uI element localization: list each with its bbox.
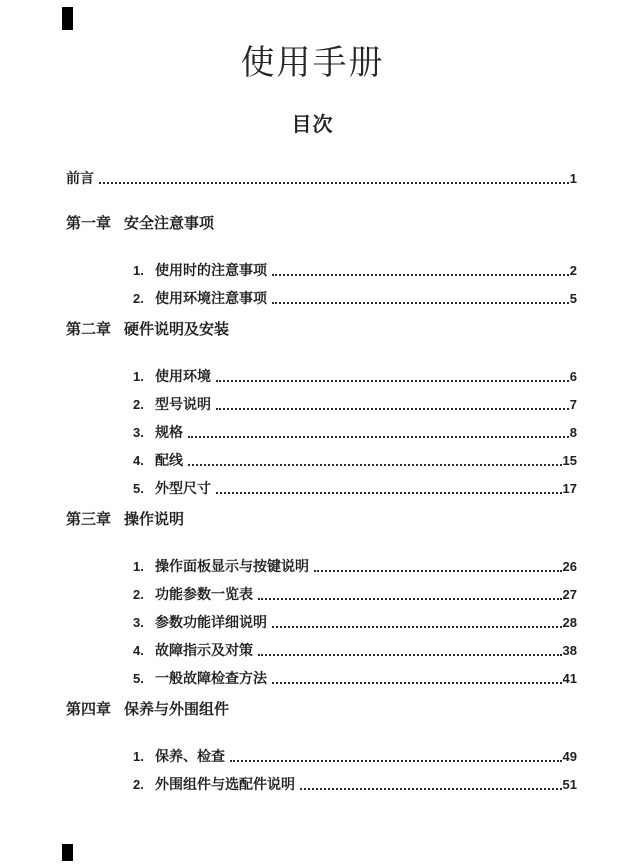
entry-label: 型号说明 — [155, 396, 211, 412]
entry-page-number: 41 — [562, 671, 577, 686]
leader-dots — [314, 570, 562, 572]
entry-number: 2. — [133, 397, 144, 412]
leader-dots — [216, 380, 569, 382]
chapter-label: 第二章 — [66, 321, 112, 338]
toc-entry — [133, 615, 577, 630]
entry-label: 配线 — [155, 452, 183, 468]
entry-number: 1. — [133, 749, 144, 764]
toc-entry — [133, 587, 577, 602]
leader-dots — [272, 274, 569, 276]
toc-entry — [133, 453, 577, 468]
chapter-title: 操作说明 — [124, 511, 185, 528]
chapter-items — [66, 263, 577, 306]
entry-number: 3. — [133, 425, 144, 440]
toc-heading: 目次 — [291, 114, 334, 136]
chapter-label: 第三章 — [66, 511, 112, 528]
entry-number: 2. — [133, 777, 144, 792]
entry-label: 参数功能详细说明 — [155, 614, 267, 630]
toc-entry — [133, 425, 577, 440]
leader-dots — [188, 436, 569, 438]
entry-page-number: 5 — [569, 291, 577, 306]
entry-label: 外型尺寸 — [155, 480, 211, 496]
entry-number: 1. — [133, 263, 144, 278]
entry-number: 5. — [133, 671, 144, 686]
leader-dots — [258, 654, 562, 656]
entry-label: 功能参数一览表 — [155, 586, 253, 602]
toc-entry — [133, 263, 577, 278]
entry-label: 规格 — [155, 424, 183, 440]
entry-page-number: 38 — [562, 643, 577, 658]
entry-label: 使用环境注意事项 — [155, 290, 267, 306]
chapter-title: 保养与外围组件 — [124, 701, 230, 718]
leader-dots — [216, 492, 562, 494]
entry-label: 使用环境 — [155, 368, 211, 384]
leader-dots — [216, 408, 569, 410]
toc-entry — [133, 397, 577, 412]
entry-number: 2. — [133, 587, 144, 602]
entry-label: 前言 — [66, 170, 94, 186]
entry-label: 使用时的注意事项 — [155, 262, 267, 278]
chapter-title: 硬件说明及安装 — [124, 321, 230, 338]
chapter-title: 安全注意事项 — [124, 215, 215, 232]
leader-dots — [230, 760, 562, 762]
entry-number: 2. — [133, 291, 144, 306]
scan-binding-mark-bottom — [62, 844, 73, 861]
entry-page-number: 2 — [569, 263, 577, 278]
chapter-items — [66, 749, 577, 792]
entry-label: 一般故障检查方法 — [155, 670, 267, 686]
entry-number: 1. — [133, 369, 144, 384]
scan-binding-mark-top — [62, 7, 73, 30]
entry-number: 4. — [133, 453, 144, 468]
toc-entry — [133, 777, 577, 792]
toc-entry — [133, 749, 577, 764]
chapter-label: 第一章 — [66, 215, 112, 232]
document-title: 使用手册 — [240, 45, 385, 82]
leader-dots — [188, 464, 562, 466]
table-of-contents — [66, 171, 577, 792]
entry-number: 5. — [133, 481, 144, 496]
chapter-heading — [66, 702, 577, 718]
entry-page-number: 49 — [562, 749, 577, 764]
chapter-heading — [66, 216, 577, 232]
leader-dots — [300, 788, 562, 790]
entry-label: 外围组件与选配件说明 — [155, 776, 295, 792]
entry-page-number: 26 — [562, 559, 577, 574]
entry-page-number: 28 — [562, 615, 577, 630]
toc-entry — [133, 369, 577, 384]
chapter-items — [66, 559, 577, 686]
toc-entry — [133, 671, 577, 686]
entry-number: 4. — [133, 643, 144, 658]
leader-dots — [272, 626, 562, 628]
entry-page-number: 8 — [569, 425, 577, 440]
toc-entry — [133, 559, 577, 574]
leader-dots — [99, 182, 569, 184]
entry-number: 3. — [133, 615, 144, 630]
entry-page-number: 27 — [562, 587, 577, 602]
leader-dots — [258, 598, 562, 600]
chapter-label: 第四章 — [66, 701, 112, 718]
entry-page-number: 7 — [569, 397, 577, 412]
entry-page-number: 1 — [569, 171, 577, 186]
toc-entry — [133, 481, 577, 496]
entry-number: 1. — [133, 559, 144, 574]
entry-label: 保养、检查 — [155, 748, 225, 764]
chapter-heading — [66, 322, 577, 338]
entry-label: 故障指示及对策 — [155, 642, 253, 658]
entry-page-number: 6 — [569, 369, 577, 384]
entry-page-number: 17 — [562, 481, 577, 496]
chapter-items — [66, 369, 577, 496]
leader-dots — [272, 682, 562, 684]
leader-dots — [272, 302, 569, 304]
toc-entry-preface — [66, 171, 577, 186]
entry-page-number: 15 — [562, 453, 577, 468]
entry-label: 操作面板显示与按键说明 — [155, 558, 309, 574]
toc-entry — [133, 643, 577, 658]
entry-page-number: 51 — [562, 777, 577, 792]
toc-entry — [133, 291, 577, 306]
chapter-heading — [66, 512, 577, 528]
